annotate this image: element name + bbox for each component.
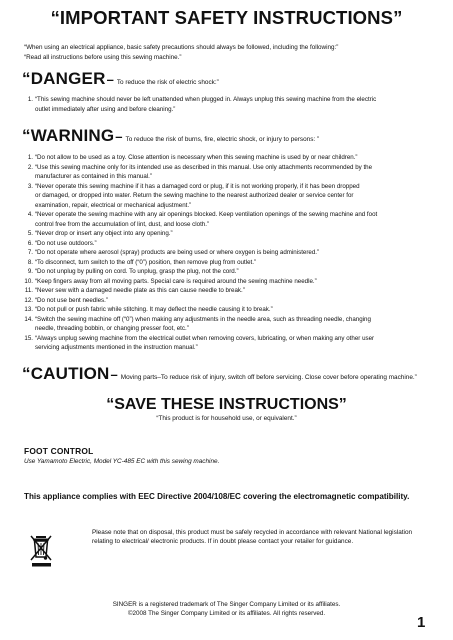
item-line: control free from the accumulation of lint, dust, and loose cloth.”	[35, 220, 210, 228]
item-line: outlet immediately after using and before cleaning.”	[35, 105, 176, 113]
list-item	[24, 239, 436, 249]
item-number: 4.	[27, 211, 33, 218]
list-item	[24, 277, 436, 287]
item-number: 10.	[24, 277, 33, 285]
caution-word: “CAUTION	[22, 364, 110, 383]
item-number: 7.	[27, 249, 33, 256]
list-item	[24, 95, 436, 114]
danger-note: To reduce the risk of electric shock:”	[116, 79, 219, 86]
warning-list	[24, 153, 436, 353]
warning-note: To reduce the risk of burns, fire, electric shock, or injury to persons: ”	[125, 136, 320, 143]
caution-heading	[22, 364, 417, 384]
list-item	[24, 286, 436, 296]
item-line: “Keep fingers away from all moving parts. Special care is required around the sewing machine needle.”	[35, 277, 317, 285]
item-line: “This sewing machine should never be left unattended when plugged in. Always unplug this sewing machine from the electric	[35, 96, 377, 103]
list-item	[24, 182, 436, 211]
warning-dash: –	[115, 129, 123, 144]
trademark-line: SINGER is a registered trademark of The Singer Company Limited or its affiliates.	[112, 601, 341, 608]
danger-word: “DANGER	[22, 69, 106, 88]
item-number: 6.	[27, 239, 33, 247]
intro-line: “Read all instructions before using this sewing machine.”	[24, 54, 182, 61]
item-line: examination, repair, electrical or mechanical adjustment.”	[35, 201, 192, 209]
item-line: “Never operate the sewing machine with any air openings blocked. Keep ventilation openings of the sewing machine and foot	[35, 211, 378, 218]
save-instructions-title: “SAVE THESE INSTRUCTIONS”	[106, 396, 347, 413]
list-item	[24, 267, 436, 277]
caution-note: Moving parts–To reduce risk of injury, switch off before servicing. Close cover before operating machine.”	[120, 374, 417, 381]
item-line: “Never drop or insert any object into any opening.”	[35, 230, 173, 237]
item-line: or damaged, or dropped into water. Return the sewing machine to the nearest authorized dealer or service center for	[35, 192, 354, 199]
caution-dash: –	[110, 367, 118, 382]
crossed-out-wheelie-bin-icon	[30, 534, 54, 568]
list-item	[24, 258, 436, 268]
list-item	[24, 305, 436, 315]
item-number: 1.	[27, 154, 33, 161]
list-item	[24, 210, 436, 229]
item-number: 1.	[27, 96, 33, 103]
item-line: needle, threading bobbin, or changing presser foot, etc.”	[35, 325, 189, 332]
page-number: 1	[417, 614, 426, 631]
item-number: 3.	[27, 182, 33, 190]
list-item	[24, 248, 436, 258]
item-line: “Never sew with a damaged needle plate as this can cause needle to break.”	[35, 287, 245, 294]
foot-control-text: Use Yamamoto Electric, Model YC-485 EC with this sewing machine.	[24, 458, 220, 465]
item-line: “Do not allow to be used as a toy. Close attention is necessary when this sewing machine is used by or near children.”	[35, 154, 358, 161]
item-number: 8.	[27, 258, 33, 266]
item-number: 2.	[27, 163, 33, 171]
danger-list	[24, 95, 436, 114]
item-line: “To disconnect, turn switch to the off (“0”) position, then remove plug from outlet.”	[35, 258, 257, 266]
item-number: 5.	[27, 230, 33, 237]
recycling-line: relating to electrical/ electronic products. If in doubt please contact your retailer for guidance.	[92, 538, 354, 545]
list-item	[24, 334, 436, 353]
list-item	[24, 296, 436, 306]
list-item	[24, 153, 436, 163]
item-line: “Do not unplug by pulling on cord. To unplug, grasp the plug, not the cord.”	[35, 268, 239, 275]
item-line: “Use this sewing machine only for its intended use as described in this manual. Use only attachments recommended by the	[35, 163, 373, 171]
item-line: “Never operate this sewing machine if it has a damaged cord or plug, if it is not working properly, if it has been dropped	[35, 182, 360, 190]
intro-text	[24, 43, 434, 63]
warning-heading	[22, 126, 319, 146]
item-line: “Do not pull or push fabric while stitching. It may deflect the needle causing it to break.”	[35, 306, 273, 313]
item-line: “Do not operate where aerosol (spray) products are being used or where oxygen is being administered.”	[35, 249, 320, 256]
item-number: 15.	[24, 334, 33, 342]
intro-line: “When using an electrical appliance, basic safety precautions should always be followed, including the following:”	[24, 44, 339, 51]
item-number: 9.	[27, 268, 33, 275]
save-instructions-subtitle: “This product is for household use, or equivalent.”	[156, 415, 297, 422]
list-item	[24, 315, 436, 334]
item-number: 11.	[24, 287, 33, 294]
recycling-line: Please note that on disposal, this product must be safely recycled in accordance with relevant National legislation	[92, 529, 413, 536]
item-line: “Do not use outdoors.”	[35, 239, 97, 247]
eec-compliance-statement: This appliance complies with EEC Directive 2004/108/EC covering the electromagnetic compatibility.	[24, 492, 410, 501]
warning-word: “WARNING	[22, 126, 115, 145]
item-line: manufacturer as contained in this manual.”	[35, 173, 152, 180]
item-line: servicing adjustments mentioned in the instruction manual.”	[35, 344, 198, 351]
item-number: 12.	[24, 296, 33, 304]
trademark-notice	[0, 601, 453, 618]
recycling-notice	[92, 528, 436, 546]
foot-control-heading: FOOT CONTROL	[24, 446, 94, 456]
item-line: “Do not use bent needles.”	[35, 296, 108, 304]
danger-heading	[22, 69, 219, 89]
list-item	[24, 229, 436, 239]
item-line: “Switch the sewing machine off (“0”) when making any adjustments in the needle area, such as threading needle, changing	[35, 315, 371, 323]
item-number: 14.	[24, 315, 33, 323]
danger-dash: –	[106, 72, 114, 87]
item-number: 13.	[24, 306, 33, 313]
page-title: “IMPORTANT SAFETY INSTRUCTIONS”	[50, 7, 403, 28]
item-line: “Always unplug sewing machine from the electrical outlet when removing covers, lubricating, or when making any other user	[35, 334, 375, 342]
copyright-line: ©2008 The Singer Company Limited or its affiliates. All rights reserved.	[127, 609, 326, 617]
list-item	[24, 163, 436, 182]
